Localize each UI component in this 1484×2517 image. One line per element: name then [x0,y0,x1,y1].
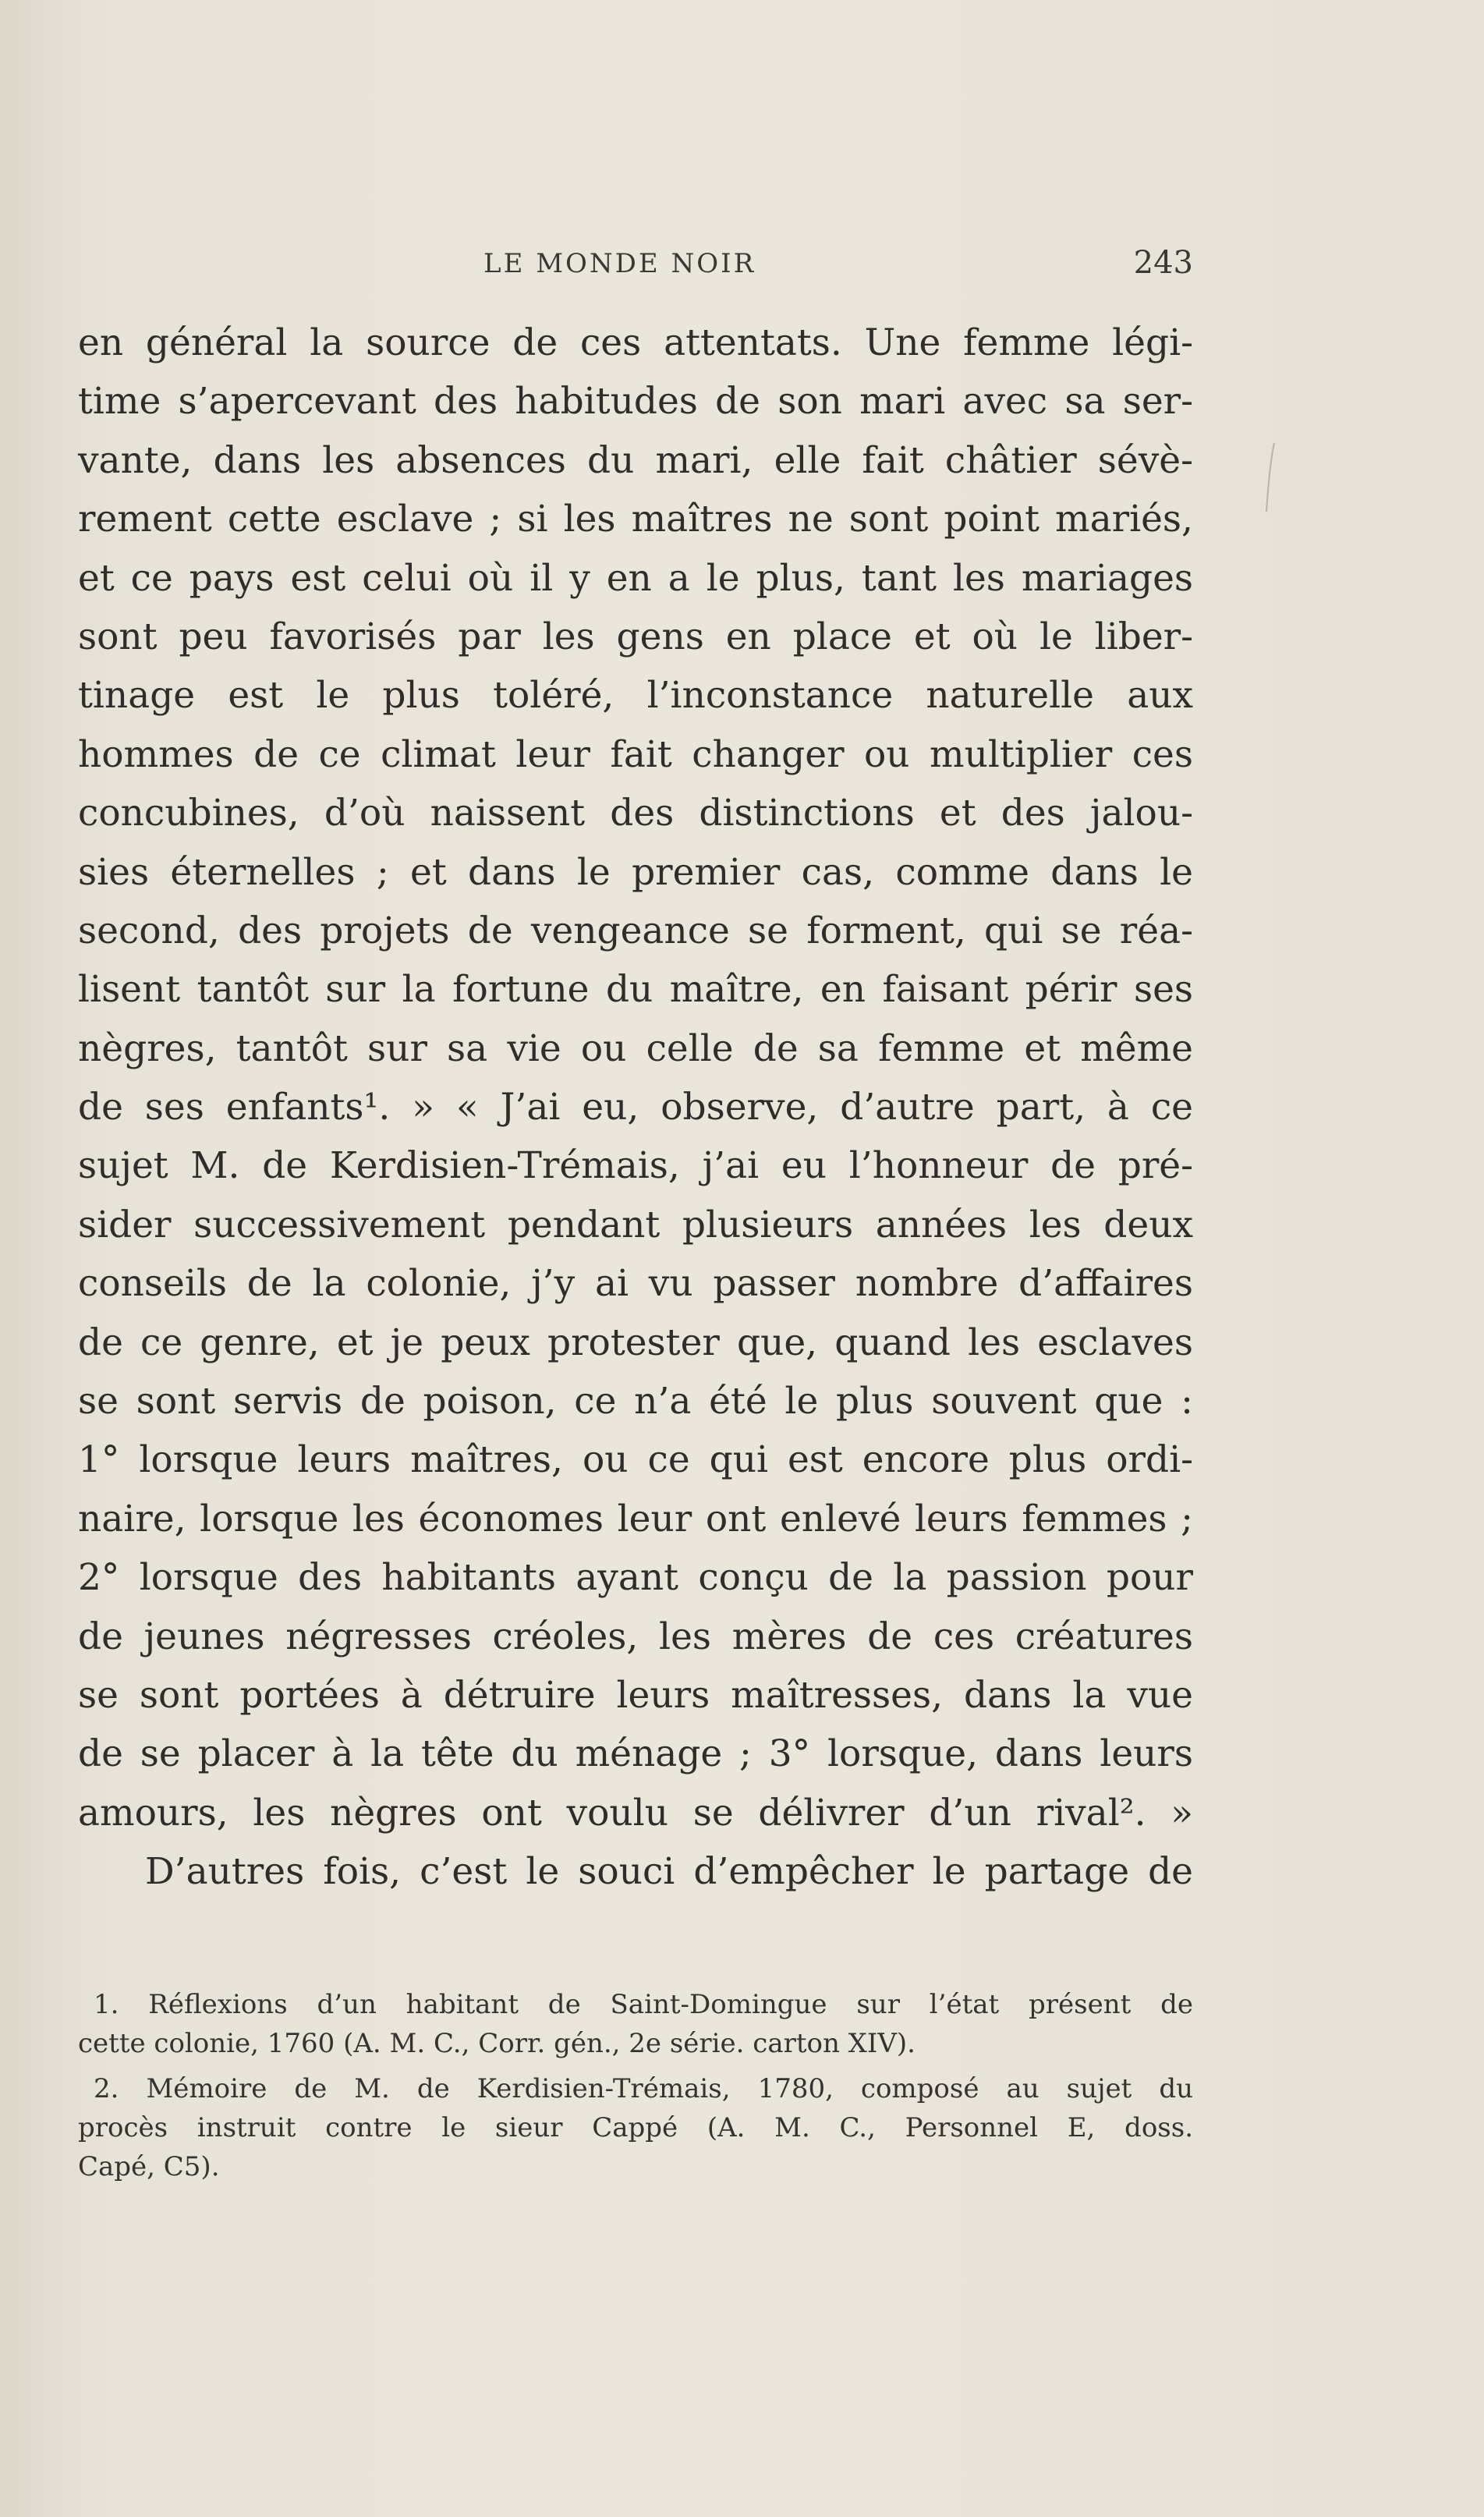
running-title: LE MONDE NOIR [483,248,756,279]
text-line: de ses enfants¹. » « J’ai eu, observe, d’autre part, à ce [78,1086,1193,1129]
footnotes [78,1985,1193,2186]
text-line: D’autres fois, c’est le souci d’empêcher le partage de [145,1850,1193,1894]
text-line: 2° lorsque des habitants ayant conçu de la passion pour [78,1556,1193,1600]
footnote-2-line: procès instruit contre le sieur Cappé (A. M. C., Personnel E, doss. [78,2112,1193,2143]
text-line: vante, dans les absences du mari, elle fait châtier sévè- [78,438,1193,482]
footnote-gap [78,2063,1193,2069]
text-line: hommes de ce climat leur fait changer ou multiplier ces [78,732,1193,776]
text-line: en général la source de ces attentats. Une femme légi- [78,321,1193,364]
text-line: se sont servis de poison, ce n’a été le plus souvent que : [78,1380,1193,1423]
text-line: tinage est le plus toléré, l’inconstance naturelle aux [78,674,1193,718]
text-line: de se placer à la tête du ménage ; 3° lorsque, dans leurs [78,1732,1193,1776]
footnote-1-line: 1. Réflexions d’un habitant de Saint-Domingue sur l’état présent de [94,1989,1193,2020]
text-line: de ce genre, et je peux protester que, quand les esclaves [78,1321,1193,1364]
text-line: second, des projets de vengeance se forment, qui se réa- [78,909,1193,952]
text-line: concubines, d’où naissent des distinctions et des jalou- [78,792,1193,835]
footnote-1-line: cette colonie, 1760 (A. M. C., Corr. gén., 2e série. carton XIV). [78,2028,916,2059]
text-line: naire, lorsque les économes leur ont enlevé leurs femmes ; [78,1497,1193,1540]
text-line: sujet M. de Kerdisien-Trémais, j’ai eu l’honneur de pré- [78,1144,1193,1188]
pencil-mark-icon [1265,441,1276,513]
footnote-2-line: Capé, C5). [78,2151,220,2182]
text-line: nègres, tantôt sur sa vie ou celle de sa femme et même [78,1026,1193,1070]
text-line: conseils de la colonie, j’y ai vu passer nombre d’affaires [78,1262,1193,1306]
text-line: rement cette esclave ; si les maîtres ne sont point mariés, [78,498,1193,541]
text-line: sont peu favorisés par les gens en place et où le liber- [78,615,1193,658]
text-line: lisent tantôt sur la fortune du maître, en faisant périr ses [78,968,1193,1012]
page-number: 243 [1133,245,1193,281]
text-line: de jeunes négresses créoles, les mères de ces créatures [78,1615,1193,1658]
text-line: 1° lorsque leurs maîtres, ou ce qui est encore plus ordi- [78,1438,1193,1482]
text-line: sies éternelles ; et dans le premier cas, comme dans le [78,850,1193,894]
text-line: time s’apercevant des habitudes de son mari avec sa ser- [78,380,1193,424]
text-line: et ce pays est celui où il y en a le plus, tant les mariages [78,556,1193,600]
text-line: amours, les nègres ont voulu se délivrer d’un rival². » [78,1791,1193,1835]
page-header [78,245,1193,295]
text-line: sider successivement pendant plusieurs années les deux [78,1203,1193,1246]
footnote-2-line: 2. Mémoire de M. de Kerdisien-Trémais, 1780, composé au sujet du [94,2073,1193,2104]
text-line: se sont portées à détruire leurs maîtresses, dans la vue [78,1673,1193,1717]
body-text [78,314,1193,1902]
